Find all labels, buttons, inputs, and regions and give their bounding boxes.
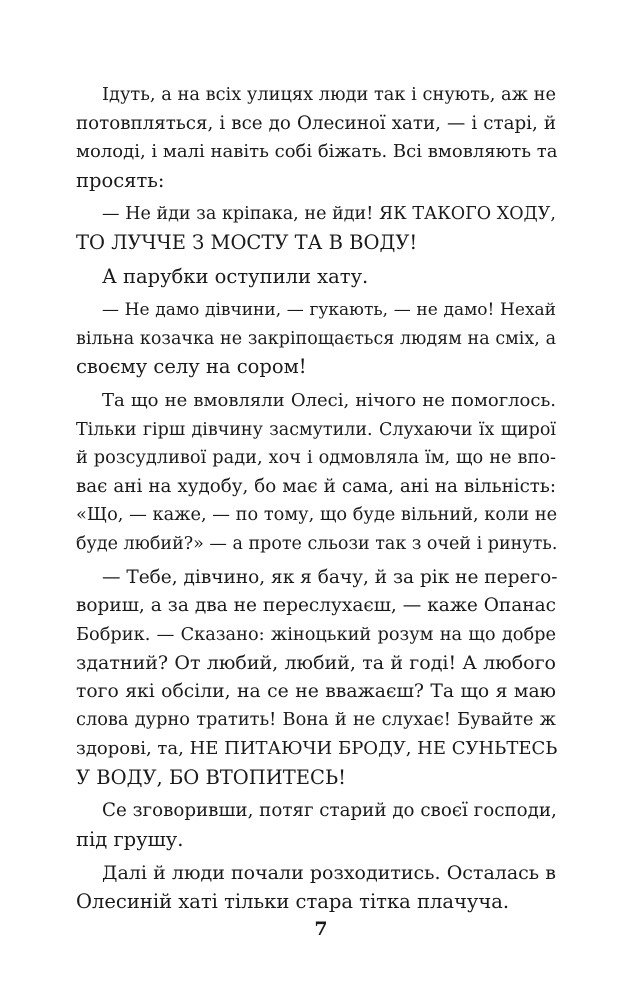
paragraph-7 (76, 797, 556, 854)
text-line: Та що не вмовляли Олесі, нічого не помоглось. (102, 389, 556, 411)
text-line: слова дурно тратить! Вона й не слухає! Бувайте ж (76, 710, 556, 731)
text-line: Се зговоривши, потяг старий до своєї господи, (102, 800, 557, 822)
text-line: вориш, а за два не переслухаєш, — каже Опанас (76, 595, 556, 617)
text-line: здатний? От любий, любий, та й годі! А любого (76, 652, 556, 675)
text-line: здорові, та, НЕ ПИТАЮЧИ БРОДУ, НЕ СУНЬТЕСЬ (76, 738, 558, 760)
text-line: Тільки гірш дівчину засмутили. Слухаючи їх щирої (76, 419, 556, 440)
paragraph-1 (76, 81, 556, 195)
text-line: Ідуть, а на всіх улицях люди так і снують, аж не (102, 85, 556, 105)
paragraph-8 (76, 859, 556, 916)
paragraph-2 (76, 200, 556, 257)
paragraph-3 (76, 263, 556, 292)
text-line: й розсудливої ради, хоч і одмовляла їм, що не впо- (76, 448, 556, 469)
text-line: просять: (76, 168, 165, 192)
text-line: У ВОДУ, БО ВТОПИТЕСЬ! (76, 765, 346, 789)
page-number: 7 (314, 918, 328, 940)
text-line: «Що, — каже, — по тому, що буде вільний, коли не (76, 505, 558, 526)
text-line: буде любий?» — а проте сльози так з очей і ринуть. (76, 533, 558, 554)
text-line: А парубки оступили хату. (102, 264, 369, 288)
text-line: — Не дамо дівчини, — гукають, — не дамо! Нехай (102, 300, 556, 321)
text-line: того які обсіли, на се не вважаєш? Та що я маю (76, 680, 556, 702)
text-line: Бобрик. — Сказано: жіноцький розум на що добре (76, 624, 556, 645)
text-line: молоді, і малі навіть собі біжать. Всі вмовляють та (76, 141, 558, 163)
paragraph-4 (76, 296, 556, 382)
paragraph-5 (76, 387, 556, 559)
text-line: вільна козачка не закріпощається людям на сміх, а (76, 328, 556, 349)
page-body (76, 81, 556, 917)
text-line: — Не йди за кріпака, не йди! ЯК ТАКОГО ХОДУ, (102, 204, 556, 225)
text-line: потовпляться, і все до Олесиної хати, — і старі, й (76, 112, 556, 134)
text-line: Далі й люди почали розходитись. Осталась в (102, 862, 556, 885)
text-line: — Тебе, дівчино, як я бачу, й за рік не перего- (102, 566, 558, 588)
text-line: Олесиній хаті тільки стара тітка плачуча. (76, 890, 510, 914)
text-line: своєму селу на сором! (76, 355, 307, 379)
text-line: ває ані на худобу, бо має й сама, ані на вільність: (76, 475, 556, 497)
paragraph-6 (76, 564, 556, 793)
text-line: під грушу. (76, 827, 184, 851)
text-line: ТО ЛУЧЧЕ З МОСТУ ТА В ВОДУ! (76, 230, 418, 254)
